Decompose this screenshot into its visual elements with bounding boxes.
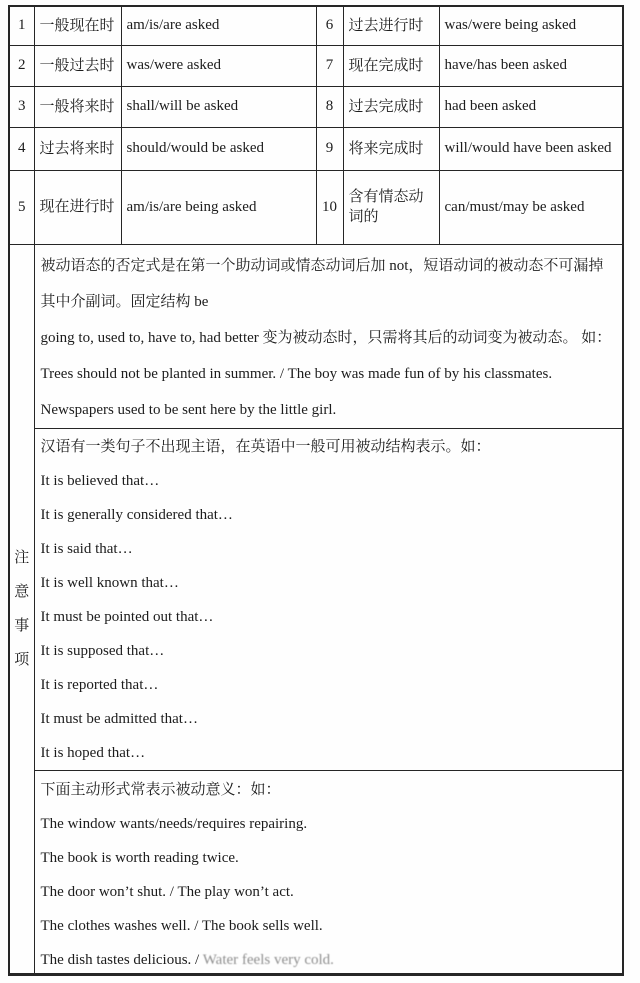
notes-row	[9, 244, 623, 974]
notes-section-it-patterns	[35, 428, 623, 770]
note-line: 汉语有一类句子不出现主语，在英语中一般可用被动结构表示。如：	[40, 439, 491, 455]
tense-number-left: 3	[9, 86, 34, 127]
tense-number-left: 4	[9, 127, 34, 170]
passive-voice-table	[8, 5, 624, 976]
notes-content	[34, 244, 623, 974]
note-line: The clothes washes well. / The book sells well.	[40, 918, 323, 934]
tense-number-right: 7	[316, 45, 343, 86]
notes-section-negation	[35, 245, 623, 428]
tense-name-left: 过去将来时	[34, 127, 121, 170]
notes-label-char: 项	[14, 651, 30, 668]
notes-label-char: 注	[14, 549, 30, 566]
tense-name-right: 现在完成时	[343, 45, 439, 86]
tense-number-right: 6	[316, 6, 343, 45]
note-line: 下面主动形式常表示被动意义：如：	[40, 782, 281, 798]
tense-form-left: am/is/are being asked	[121, 170, 316, 244]
tense-form-right: was/were being asked	[439, 6, 623, 45]
note-line: It is supposed that…	[40, 643, 165, 659]
tense-form-left: was/were asked	[121, 45, 316, 86]
note-line: Newspapers used to be sent here by the little girl.	[40, 402, 337, 418]
note-line: Trees should not be planted in summer. / The boy was made fun of by his classmates.	[40, 366, 553, 382]
tense-row	[9, 86, 623, 127]
notes-label-char: 意	[14, 583, 30, 600]
note-line: It is hoped that…	[40, 745, 146, 761]
note-line: 其中介副词。固定结构 be	[40, 294, 209, 310]
tense-name-right: 过去进行时	[343, 6, 439, 45]
note-line: It must be pointed out that…	[40, 609, 214, 625]
tense-number-right: 9	[316, 127, 343, 170]
tense-row	[9, 170, 623, 244]
tense-form-right: have/has been asked	[439, 45, 623, 86]
note-line-last-faded: Water feels very cold.	[202, 952, 334, 968]
tense-number-left: 2	[9, 45, 34, 86]
tense-form-right: will/would have been asked	[439, 127, 623, 170]
tense-number-left: 1	[9, 6, 34, 45]
tense-name-left: 一般过去时	[34, 45, 121, 86]
tense-number-right: 10	[316, 170, 343, 244]
tense-name-left: 一般将来时	[34, 86, 121, 127]
tense-form-right: can/must/may be asked	[439, 170, 623, 244]
tense-name-left: 现在进行时	[34, 170, 121, 244]
tense-name-right: 将来完成时	[343, 127, 439, 170]
notes-label-char: 事	[14, 617, 30, 634]
note-line: It is generally considered that…	[40, 507, 233, 523]
tense-number-right: 8	[316, 86, 343, 127]
tense-form-right: had been asked	[439, 86, 623, 127]
note-line: It is reported that…	[40, 677, 159, 693]
tense-form-left: should/would be asked	[121, 127, 316, 170]
note-line: going to, used to, have to, had better 变为被动态时，只需将其后的动词变为被动态。 如：	[40, 330, 612, 346]
tense-form-left: shall/will be asked	[121, 86, 316, 127]
tense-name-left: 一般现在时	[34, 6, 121, 45]
notes-section-active-as-passive	[35, 770, 623, 972]
note-line-last	[41, 943, 623, 972]
note-line: The book is worth reading twice.	[40, 850, 239, 866]
tense-row	[9, 6, 623, 45]
note-line: The window wants/needs/requires repairing.	[40, 816, 308, 832]
note-line: It is well known that…	[40, 575, 179, 591]
tense-form-left: am/is/are asked	[121, 6, 316, 45]
tense-name-right: 含有情态动词的	[343, 170, 439, 244]
note-line: 被动语态的否定式是在第一个助动词或情态动词后加 not，短语动词的被动态不可漏掉	[40, 258, 604, 274]
note-line: It must be admitted that…	[40, 711, 198, 727]
tense-row	[9, 127, 623, 170]
note-line: The door won’t shut. / The play won’t act.	[40, 884, 294, 900]
tense-name-right: 过去完成时	[343, 86, 439, 127]
tense-number-left: 5	[9, 170, 34, 244]
tense-row	[9, 45, 623, 86]
note-line: It is said that…	[40, 541, 133, 557]
note-line: It is believed that…	[40, 473, 160, 489]
notes-label	[9, 244, 34, 974]
note-line-last-normal: The dish tastes delicious. /	[40, 952, 203, 968]
